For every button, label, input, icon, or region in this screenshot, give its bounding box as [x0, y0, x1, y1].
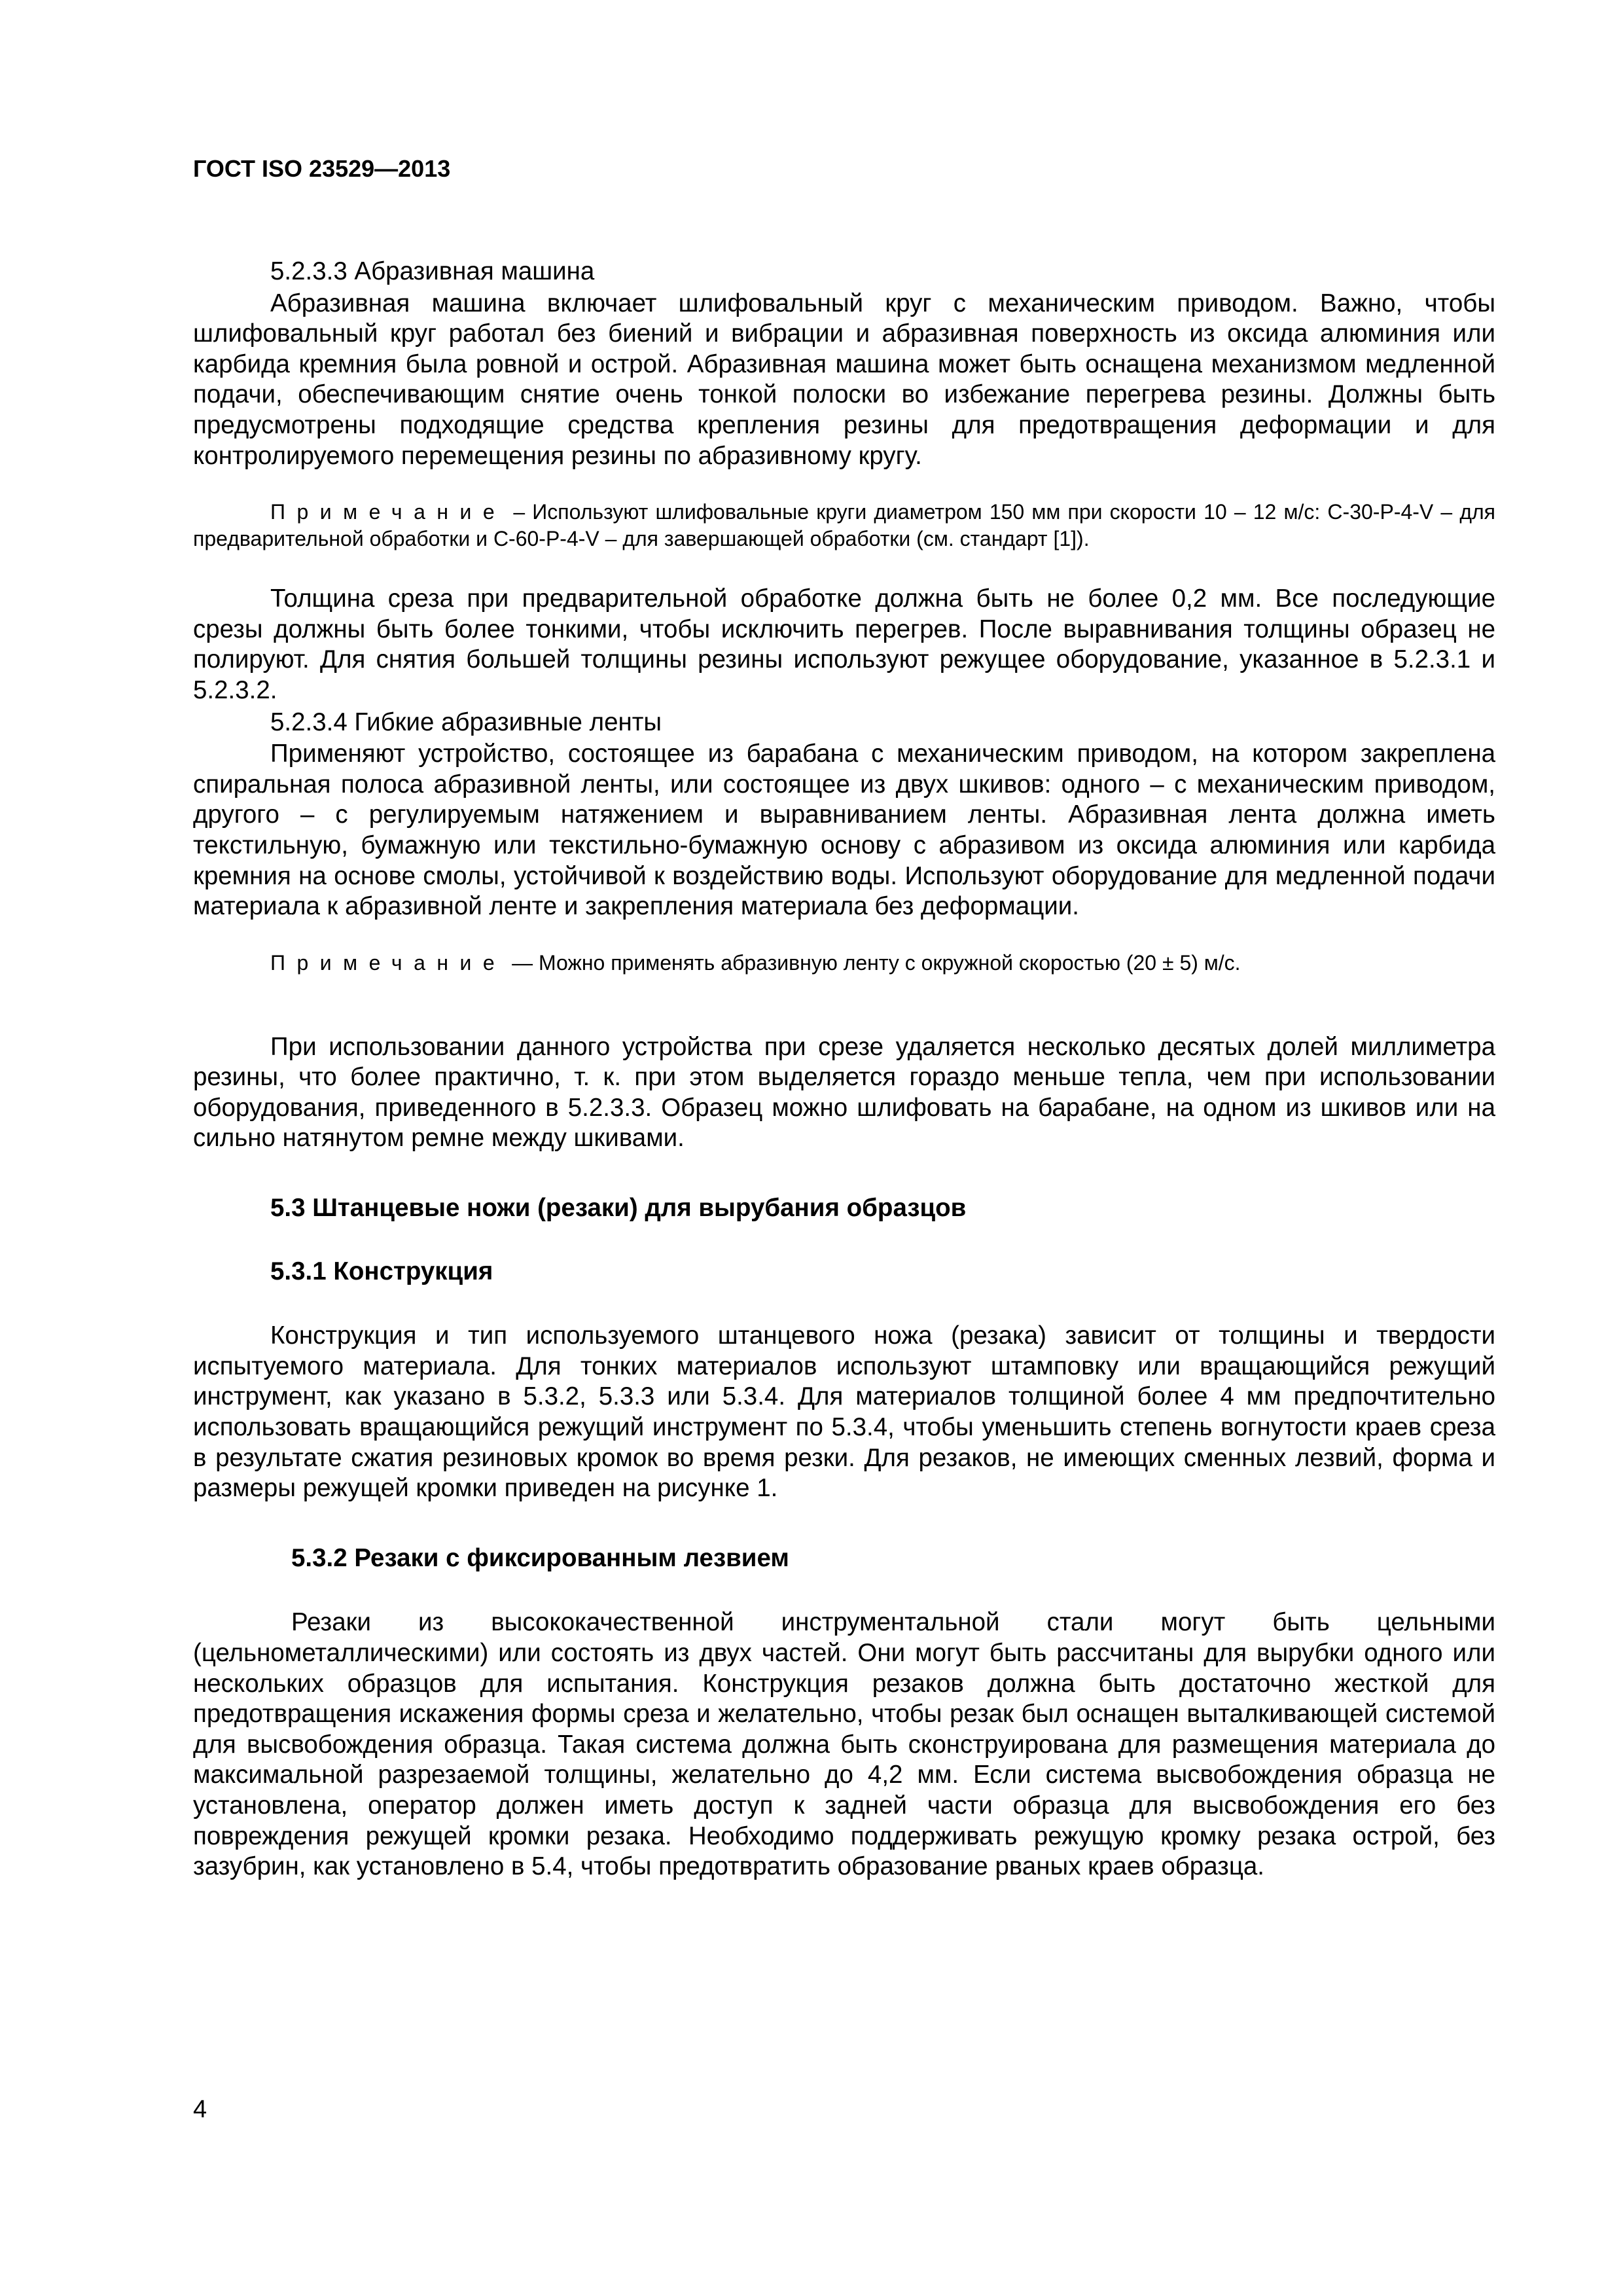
note-text: – Используют шлифовальные круги диаметром 150 мм при скорости 10 – 12 м/с: С-30-Р-4-V – для предварительной обработки и С-60-Р-4-V – для завершающей обработки (см. стандарт [1]). [193, 500, 1495, 551]
document-header: ГОСТ ISO 23529—2013 [193, 155, 451, 182]
note-text: — Можно применять абразивную ленту с окружной скоростью (20 ± 5) м/с. [506, 950, 1241, 975]
note-label: Примечание [270, 950, 507, 975]
section-5-2-3-4-title: 5.2.3.4 Гибкие абразивные ленты [270, 708, 662, 736]
note-5-2-3-3 [193, 499, 1495, 552]
section-5-2-3-4-after-note: При использовании данного устройства при срезе удаляется несколько десятых долей миллиметра резины, что более практично, т. к. при этом выделяется гораздо меньше тепла, чем при использовании оборудования, приведенного в 5.2.3.3. Образец можно шлифовать на барабане, на одном из шкивов или на сильно натянутом ремне между шкивами. [193, 1032, 1495, 1153]
section-5-2-3-3-after-note: Толщина среза при предварительной обработке должна быть не более 0,2 мм. Все последующие срезы должны быть более тонкими, чтобы исключить перегрев. После выравнивания толщины образец не полируют. Для снятия большей толщины резины используют режущее оборудование, указанное в 5.2.3.1 и 5.2.3.2. [193, 584, 1495, 704]
page-content [193, 257, 1495, 1882]
note-label: Примечание [270, 500, 507, 524]
section-5-3-heading: 5.3 Штанцевые ножи (резаки) для вырубания образцов [270, 1194, 967, 1223]
section-5-2-3-3-title: 5.2.3.3 Абразивная машина [270, 257, 595, 285]
page-number: 4 [193, 2096, 207, 2123]
section-5-3-2-body: Резаки из высококачественной инструментальной стали могут быть цельными (цельнометаллическими) или состоять из двух частей. Они могут быть рассчитаны для вырубки одного или нескольких образцов для испытания. Конструкция резаков должна быть достаточно жесткой для предотвращения искажения формы среза и желательно, чтобы резак был оснащен выталкивающей системой для высвобождения образца. Такая система должна быть сконструирована для размещения материала до максимальной разрезаемой толщины, желательно до 4,2 мм. Если система высвобождения образца не установлена, оператор должен иметь доступ к задней части образца для высвобождения его без повреждения режущей кромки резака. Необходимо поддерживать режущую кромку резака острой, без зазубрин, как установлено в 5.4, чтобы предотвратить образование рваных краев образца. [193, 1608, 1495, 1881]
section-5-3-1-body: Конструкция и тип используемого штанцевого ножа (резака) зависит от толщины и твердости испытуемого материала. Для тонких материалов используют штамповку или вращающийся режущий инструмент, как указано в 5.3.2, 5.3.3 или 5.3.4. Для материалов толщиной более 4 мм предпочтительно использовать вращающийся режущий инструмент по 5.3.4, чтобы уменьшить степень вогнутости краев среза в результате сжатия резиновых кромок во время резки. Для резаков, не имеющих сменных лезвий, форма и размеры режущей кромки приведен на рисунке 1. [193, 1321, 1495, 1503]
note-5-2-3-4 [193, 950, 1495, 977]
section-5-3-1-heading: 5.3.1 Конструкция [270, 1257, 493, 1285]
section-5-2-3-4-body: Применяют устройство, состоящее из барабана с механическим приводом, на котором закреплена спиральная полоса абразивной ленты, или состоящее из двух шкивов: одного – с механическим приводом, другого – с регулируемым натяжением и выравниванием ленты. Абразивная лента должна иметь текстильную, бумажную или текстильно-бумажную основу с абразивом из оксида алюминия или карбида кремния на основе смолы, устойчивой к воздействию воды. Используют оборудование для медленной подачи материала к абразивной ленте и закрепления материала без деформации. [193, 740, 1495, 921]
section-5-3-2-heading: 5.3.2 Резаки с фиксированным лезвием [291, 1543, 789, 1572]
section-5-2-3-3-body: Абразивная машина включает шлифовальный круг с механическим приводом. Важно, чтобы шлифовальный круг работал без биений и вибрации и абразивная поверхность из оксида алюминия или карбида кремния была ровной и острой. Абразивная машина может быть оснащена механизмом медленной подачи, обеспечивающим снятие очень тонкой полоски во избежание перегрева резины. Должны быть предусмотрены подходящие средства крепления резины для предотвращения деформации и для контролируемого перемещения резины по абразивному кругу. [193, 289, 1495, 470]
